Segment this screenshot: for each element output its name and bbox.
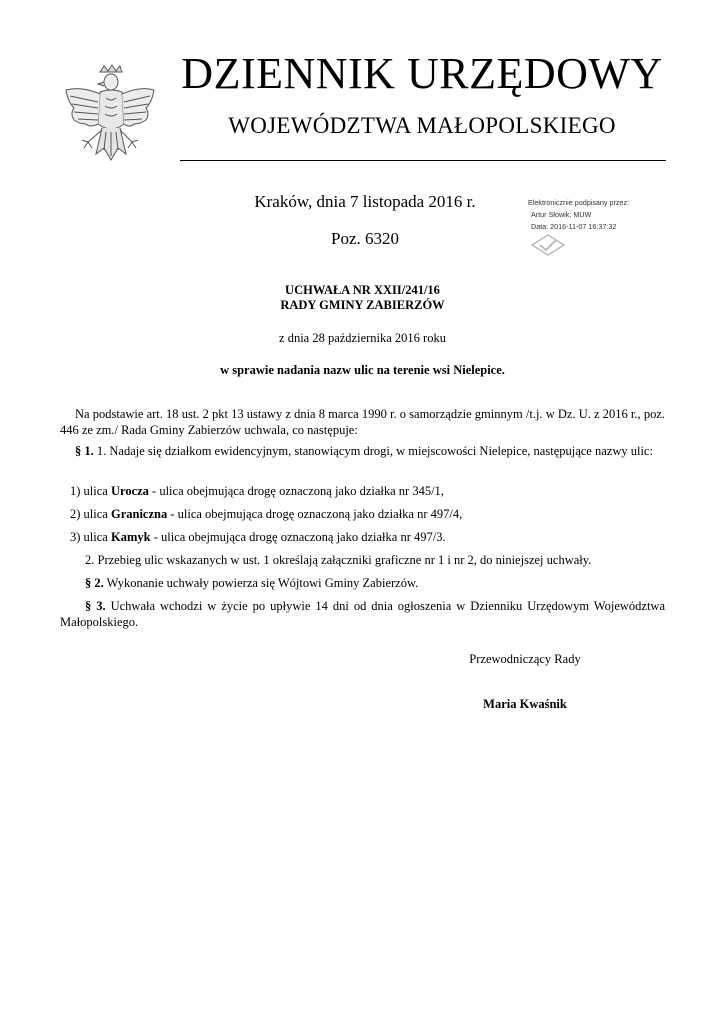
- masthead-title: DZIENNIK URZĘDOWY: [181, 49, 663, 98]
- section-1-text: 1. Nadaje się działkom ewidencyjnym, stanowiącym drogi, w miejscowości Nielepice, następujące nazwy ulic:: [96, 444, 653, 458]
- preamble-paragraph: Na podstawie art. 18 ust. 2 pkt 13 ustawy z dnia 8 marca 1990 r. o samorządzie gminnym /t.j. w Dz. U. z 2016 r., poz. 446 ze zm./ Rada Gminy Zabierzów uchwala, co następuje:: [60, 407, 665, 437]
- section-3-label: § 3.: [85, 599, 106, 613]
- signature-check-icon: [528, 233, 568, 257]
- section-3-paragraph: [60, 598, 665, 630]
- eagle-emblem-icon: [62, 62, 158, 174]
- resolution-subject: w sprawie nadania nazw ulic na terenie wsi Nielepice.: [220, 363, 505, 377]
- masthead-divider: [180, 160, 666, 161]
- list-item-prefix: 2) ulica: [70, 507, 111, 521]
- list-item: [60, 483, 675, 499]
- signature-signer: Artur Słowik; MUW: [531, 210, 592, 219]
- section-3-text: Uchwała wchodzi w życie po upływie 14 dni od dnia ogłoszenia w Dzienniku Urzędowym Województwa Małopolskiego.: [60, 599, 666, 629]
- section-1-paragraph: [60, 443, 665, 459]
- street-name: Graniczna: [110, 507, 168, 521]
- list-item: [60, 506, 675, 522]
- position-number: Poz. 6320: [331, 229, 399, 248]
- street-name: Urocza: [110, 484, 149, 498]
- masthead-subtitle: WOJEWÓDZTWA MAŁOPOLSKIEGO: [228, 113, 616, 138]
- list-item-rest: - ulica obejmująca drogę oznaczoną jako działka nr 497/3.: [150, 530, 446, 544]
- signature-date: Data: 2016-11-07 16:37:32: [531, 222, 617, 231]
- signatory-name: Maria Kwaśnik: [483, 697, 567, 711]
- list-item: [60, 529, 675, 545]
- publication-date: Kraków, dnia 7 listopada 2016 r.: [254, 192, 476, 211]
- section-1-label: § 1.: [75, 444, 94, 458]
- street-name: Kamyk: [110, 530, 151, 544]
- section-1-point-2: 2. Przebieg ulic wskazanych w ust. 1 określają załączniki graficzne nr 1 i nr 2, do niniejszej uchwały.: [85, 553, 592, 567]
- signature-label: Elektronicznie podpisany przez:: [528, 198, 630, 207]
- electronic-signature: [528, 197, 678, 233]
- section-2-label: § 2.: [85, 576, 104, 590]
- list-item-prefix: 3) ulica: [70, 530, 111, 544]
- signatory-role: Przewodniczący Rady: [469, 652, 581, 666]
- list-item-prefix: 1) ulica: [70, 484, 111, 498]
- list-item-rest: - ulica obejmująca drogę oznaczoną jako działka nr 497/4,: [167, 507, 463, 521]
- resolution-date: z dnia 28 października 2016 roku: [279, 331, 446, 345]
- list-item-rest: - ulica obejmująca drogę oznaczoną jako działka nr 345/1,: [148, 484, 444, 498]
- section-2-text: Wykonanie uchwały powierza się Wójtowi Gminy Zabierzów.: [103, 576, 419, 590]
- section-2-paragraph: [60, 575, 690, 591]
- resolution-body: RADY GMINY ZABIERZÓW: [280, 298, 445, 312]
- resolution-number: UCHWAŁA NR XXII/241/16: [285, 283, 440, 297]
